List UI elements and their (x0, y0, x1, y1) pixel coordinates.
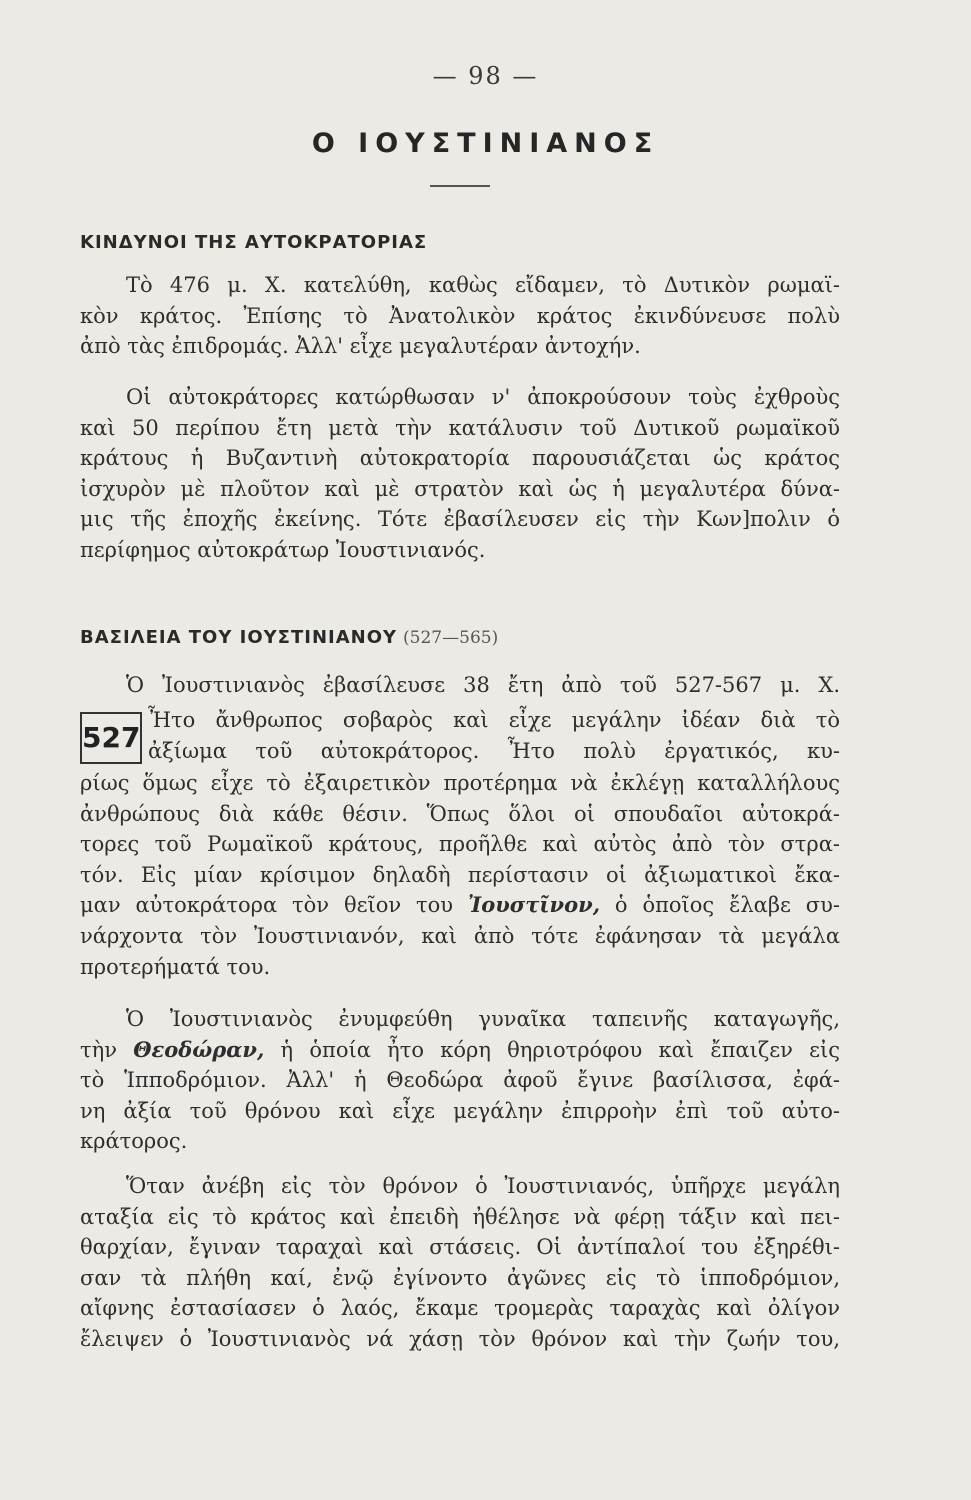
text-line: Ὁ Ἰουστινιανὸς ἐβασίλευσε 38 ἔτη ἀπὸ τοῦ 527-567 μ. Χ. (126, 673, 840, 697)
text-line: κράτους ἡ Βυζαντινὴ αὐτοκρατορία παρουσιάζεται ὡς κράτος (80, 446, 840, 471)
text-line: τόν. Εἰς μίαν κρίσιμον δηλαδὴ περίστασιν οἱ ἀξιωματικοὶ ἔκα- (80, 862, 840, 887)
text-line: σαν τὰ πλήθη καί, ἐνῷ ἐγίνοντο ἀγῶνες εἰς τὸ ἱπποδρόμιον, (80, 1265, 840, 1290)
text-line: καὶ 50 περίπου ἔτη μετὰ τὴν κατάλυσιν τοῦ Δυτικοῦ ρωμαϊκοῦ (80, 415, 840, 440)
text-line: Τὸ 476 μ. Χ. κατελύθη, καθὼς εἴδαμεν, τὸ Δυτικὸν ρωμαϊ- (126, 273, 840, 297)
chapter-title: Ο ΙΟΥΣΤΙΝΙΑΝΟΣ (311, 128, 660, 159)
text-fragment: ἡ ὁποία ἦτο κόρη θηριοτρόφου καὶ ἔπαιζεν εἰς (280, 1037, 840, 1062)
paragraph (80, 1171, 840, 1355)
paragraph (80, 382, 840, 566)
text-line-justin (80, 890, 840, 921)
text-line: Οἱ αὐτοκράτορες κατώρθωσαν ν' ἀποκρούσουν τοὺς ἐχθροὺς (126, 385, 840, 409)
title-rule (430, 185, 490, 187)
paragraph (80, 1004, 840, 1157)
section-heading-dangers (80, 232, 427, 253)
text-line: αἴφνης ἐστασίασεν ὁ λαός, ἔκαμε τρομερὰς ταραχὰς καὶ ὀλίγον (80, 1296, 840, 1321)
text-line: ἰσχυρὸν μὲ πλοῦτον καὶ μὲ στρατὸν καὶ ὡς ἡ μεγαλυτέρα δύνα- (80, 476, 840, 501)
text-line: θαρχίαν, ἔγιναν ταραχαὶ καὶ στάσεις. Οἱ ἀντίπαλοί του ἐξηρέθι- (80, 1235, 840, 1260)
heading-years: (527—565) (403, 628, 499, 648)
text-line: νη ἀξία τοῦ θρόνου καὶ εἶχε μεγάλην ἐπιρροὴν ἐπὶ τοῦ αὐτο- (80, 1098, 840, 1123)
text-fragment: μαν αὐτοκράτορα τὸν θεῖον του (80, 893, 454, 918)
text-line: ἀξίωμα τοῦ αὐτοκράτορος. Ἦτο πολὺ ἐργατικός, κυ- (148, 739, 840, 763)
text-line: προτερήματά του. (80, 954, 271, 979)
text-line: ἀπὸ τὰς ἐπιδρομάς. Ἀλλ' εἶχε μεγαλυτέραν ἀντοχήν. (80, 334, 641, 359)
paragraph-first-line (80, 670, 840, 701)
section-heading-text: ΚΙΝΔΥΝΟΙ ΤΗΣ ΑΥΤΟΚΡΑΤΟΡΙΑΣ (80, 232, 428, 253)
text-line: κὸν κράτος. Ἐπίσης τὸ Ἀνατολικὸν κράτος ἐκινδύνευσε πολὺ (80, 303, 840, 328)
margin-year-box: 527 (80, 712, 142, 764)
text-fragment: τὴν (80, 1037, 117, 1062)
section-heading-text: ΒΑΣΙΛΕΙΑ ΤΟΥ ΙΟΥΣΤΙΝΙΑΝΟΥ (80, 627, 398, 648)
text-line: Ἦτο ἄνθρωπος σοβαρὸς καὶ εἶχε μεγάλην ἰδέαν διὰ τὸ (148, 708, 840, 732)
paragraph (80, 270, 840, 362)
text-fragment: ὁ ὁποῖος ἔλαβε συ- (614, 893, 840, 918)
section-heading-reign (80, 627, 498, 648)
text-line: Ὅταν ἀνέβη εἰς τὸν θρόνον ὁ Ἰουστινιανός, ὑπῆρχε μεγάλη (126, 1174, 840, 1198)
text-line: περίφημος αὐτοκράτωρ Ἰουστινιανός. (80, 537, 486, 562)
text-line: αταξία εἰς τὸ κράτος καὶ ἐπειδὴ ἠθέλησε νὰ φέρῃ τάξιν καὶ πει- (80, 1204, 840, 1229)
text-line: κράτορος. (80, 1129, 188, 1154)
page-number: — 98 — (432, 62, 539, 90)
paragraph (80, 768, 840, 982)
text-line: μις τῆς ἐποχῆς ἐκείνης. Τότε ἐβασίλευσεν εἰς τὴν Κων]πολιν ὁ (80, 507, 840, 532)
emphasized-name-justin: Ἰουστῖνον, (467, 892, 601, 918)
text-line-theodora (80, 1035, 840, 1066)
text-line: τορες τοῦ Ρωμαϊκοῦ κράτους, προῆλθε καὶ αὐτὸς ἀπὸ τὸν στρα- (80, 832, 840, 857)
text-line: ρίως ὅμως εἶχε τὸ ἐξαιρετικὸν προτέρημα νὰ ἐκλέγῃ καταλλήλους (80, 771, 840, 795)
text-line: ἔλειψεν ὁ Ἰουστινιανὸς νά χάσῃ τὸν θρόνον καὶ τὴν ζωήν του, (80, 1326, 840, 1351)
text-line: νάρχοντα τὸν Ἰουστινιανόν, καὶ ἀπὸ τότε ἐφάνησαν τὰ μεγάλα (80, 923, 840, 948)
emphasized-name-theodora: Θεοδώραν, (133, 1036, 265, 1062)
text-line: ἀνθρώπους διὰ κάθε θέσιν. Ὅπως ὅλοι οἱ σπουδαῖοι αὐτοκρά- (80, 801, 840, 826)
text-line: Ὁ Ἰουστινιανὸς ἐνυμφεύθη γυναῖκα ταπεινῆς καταγωγῆς, (126, 1007, 840, 1031)
text-line: τὸ Ἱπποδρόμιον. Ἀλλ' ἡ Θεοδώρα ἀφοῦ ἔγινε βασίλισσα, ἐφά- (80, 1068, 840, 1093)
